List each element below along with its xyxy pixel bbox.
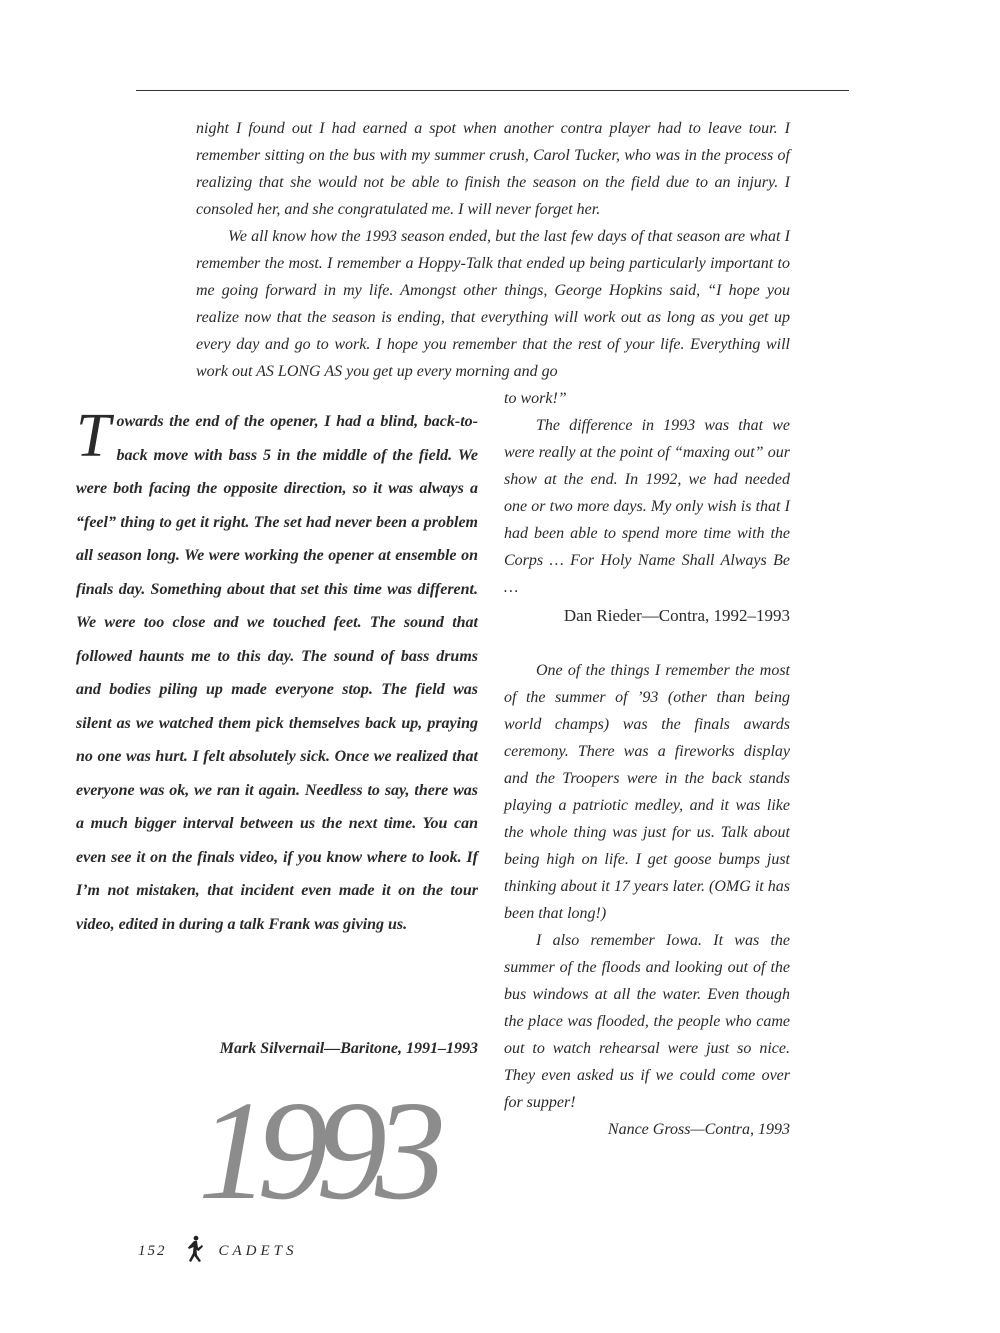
year-display: 1993 bbox=[198, 1071, 434, 1229]
drop-cap: T bbox=[76, 402, 111, 470]
right-paragraph: I also remember Iowa. It was the summer of the floods and looking out of the bus windows at all the water. Even though the place was flooded, the people who came out to watch rehearsal were just so nice. They even asked us if we could come over for supper! bbox=[504, 932, 790, 1111]
left-story-column bbox=[76, 402, 478, 941]
right-attribution: Dan Rieder—Contra, 1992–1993 bbox=[563, 606, 790, 625]
top-text-block bbox=[196, 115, 790, 385]
header-rule bbox=[136, 90, 849, 91]
book-title: CADETS bbox=[218, 1242, 298, 1259]
right-paragraph: The difference in 1993 was that we were really at the point of “maxing out” our show at the end. In 1992, we had needed one or two more days. My only wish is that I had been able to spend more time with the Corps … For Holy Name Shall Always Be … bbox=[504, 417, 790, 596]
page-number: 152 bbox=[138, 1242, 167, 1259]
left-story-attribution: Mark Silvernail—Baritone, 1991–1993 bbox=[219, 1040, 478, 1057]
continuation-text: to work!” bbox=[504, 390, 567, 407]
page-footer bbox=[138, 1236, 298, 1266]
right-column bbox=[504, 385, 790, 1143]
left-story-paragraph bbox=[76, 402, 478, 941]
left-story-text: owards the end of the opener, I had a blind, back-to-back move with bass 5 in the middle of the field. We were both facing the opposite direction, so it was always a “feel” thing to get it right. The set had never been a problem all season long. We were working the opener at ensemble on finals day. Something about that set this time was different. We were too close and we touched feet. The sound that followed haunts me to this day. The sound of bass drums and bodies piling up made everyone stop. The field was silent as we watched them pick themselves back up, praying no one was hurt. I felt absolutely sick. Once we realized that everyone was ok, we ran it again. Needless to say, there was a much bigger interval between us the next time. You can even see it on the finals video, if you know where to look. If I’m not mistaken, that incident even made it on the tour video, edited in during a talk Frank was giving us. bbox=[76, 413, 478, 933]
top-paragraph: night I found out I had earned a spot when another contra player had to leave tour. I remember sitting on the bus with my summer crush, Carol Tucker, who was in the process of realizing that she would not be able to finish the season on the field due to an injury. I consoled her, and she congratulated me. I will never forget her. bbox=[196, 120, 790, 218]
right-paragraph: One of the things I remember the most of the summer of ’93 (other than being world champs) was the finals awards ceremony. There was a fireworks display and the Troopers were in the back stands playing a patriotic medley, and it was like the whole thing was just for us. Talk about being high on life. I get goose bumps just thinking about it 17 years later. (OMG it has been that long!) bbox=[504, 662, 790, 922]
runner-figure-icon bbox=[183, 1235, 205, 1267]
top-paragraph: We all know how the 1993 season ended, but the last few days of that season are what I remember the most. I remember a Hoppy-Talk that ended up being particularly important to me going forward in my life. Amongst other things, George Hopkins said, “I hope you realize now that the season is ending, that everything will work out as long as you get up every day and go to work. I hope you remember that the rest of your life. Everything will work out AS LONG AS you get up every morning and go bbox=[196, 228, 790, 380]
right-attribution: Nance Gross—Contra, 1993 bbox=[607, 1121, 790, 1138]
